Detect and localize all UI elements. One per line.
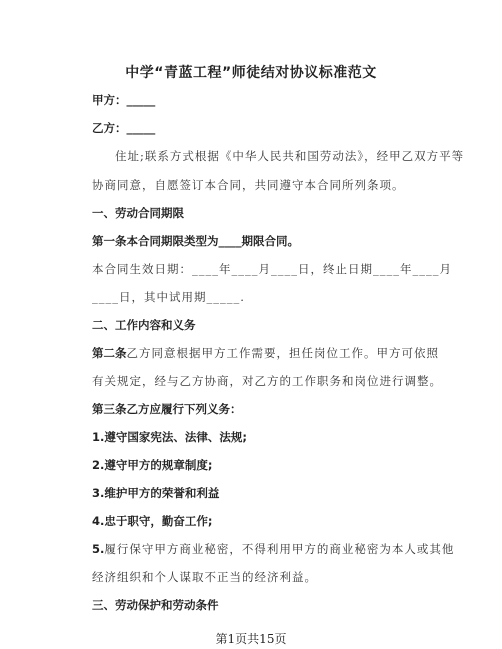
article-3: 第三条乙方应履行下列义务： [92,402,242,416]
duty-item-5-line-1 [92,544,454,556]
term-line-2: ____日，其中试用期_____. [92,290,245,304]
section-1-heading: 一、劳动合同期限 [92,206,184,220]
duty-item-5-text: 履行保守甲方商业秘密，不得利用甲方的商业秘密为本人或其他 [104,542,455,556]
article-2-line-1 [92,348,439,360]
intro-paragraph-line-2: 协商同意，自愿签订本合同，共同遵守本合同所列条项。 [92,178,405,192]
duty-item-3: 3.维护甲方的荣誉和利益 [92,486,220,500]
page-indicator: 第1页共15页 [215,632,287,646]
section-2-heading: 二、工作内容和义务 [92,318,196,332]
term-line-1: 本合同生效日期：____年____月____日，终止日期____年____月 [92,262,452,276]
document-title: 中学“青蓝工程”师徒结对协议标准范文 [125,65,377,81]
article-2-line-2: 有关规定，经与乙方协商，对乙方的工作职务和岗位进行调整。 [92,374,442,388]
duty-item-5-line-2: 经济组织和个人谋取不正当的经济利益。 [92,570,317,584]
article-1: 第一条本合同期限类型为____期限合同。 [92,234,299,248]
section-3-heading: 三、劳动保护和劳动条件 [92,598,219,612]
article-2-label: 第二条 [92,346,127,360]
duty-item-4: 4.忠于职守，勤奋工作; [92,514,213,528]
duty-item-5-number: 5. [92,542,105,556]
party-a-line: 甲方：_____ [92,93,156,107]
party-b-line: 乙方：_____ [92,121,156,135]
article-2-text: 乙方同意根据甲方工作需要，担任岗位工作。甲方可依照 [126,346,439,360]
duty-item-2: 2.遵守甲方的规章制度; [92,458,213,472]
intro-paragraph-line-1: 住址;联系方式根据《中华人民共和国劳动法》，经甲乙双方平等 [115,149,465,163]
duty-item-1: 1.遵守国家宪法、法律、法规; [92,430,247,444]
